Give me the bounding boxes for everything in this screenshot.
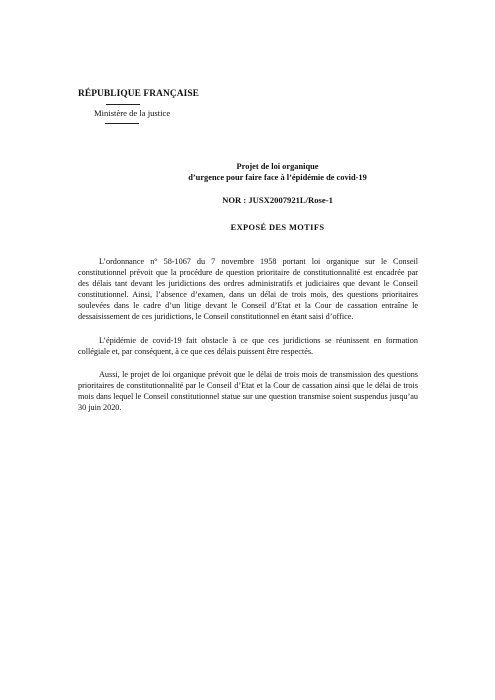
bill-title-line-1: Projet de loi organique [236,162,319,171]
nor-reference: NOR : JUSX2007921L/Rose-1 [222,195,333,205]
letterhead-divider [105,123,139,124]
document-body [78,256,418,425]
bill-heading [0,161,495,233]
republic-heading: RÉPUBLIQUE FRANÇAISE [78,89,200,99]
ministry-name: Ministère de la justice [94,108,171,118]
body-paragraph: L’ordonnance n° 58-1067 du 7 novembre 1958 portant loi organique sur le Conseil constitutionnel prévoit que la procédure de question prioritaire de constitutionnalité est encadrée par des délais tant devant les juridictions des ordres administratifs et judiciaires que devant le Conseil constitutionnel. Ainsi, l’absence d’examen, dans un délai de trois mois, des questions prioritaires soulevées dans le cadre d’un litige devant le Conseil d’Etat et la Cour de cassation entraîne le dessaisissement de ces juridictions, le Conseil constitutionnel en étant saisi d’office. [78,257,418,322]
bill-title-line-2: d’urgence pour faire face à l’épidémie de covid-19 [188,173,367,182]
body-paragraph: Aussi, le projet de loi organique prévoit que le délai de trois mois de transmission des questions prioritaires de constitutionnalité par le Conseil d’Etat et la Cour de cassation ainsi que le délai de trois mois dans lequel le Conseil constitutionnel statue sur une question transmise soient suspendus jusqu’au 30 juin 2020. [78,369,418,413]
section-title: EXPOSÉ DES MOTIFS [230,223,325,232]
letterhead-divider [106,104,140,105]
body-paragraph: L’épidémie de covid-19 fait obstacle à ce que ces juridictions se réunissent en formation collégiale et, par conséquent, à ce que ces délais puissent être respectés. [78,335,418,356]
letterhead [78,89,208,124]
